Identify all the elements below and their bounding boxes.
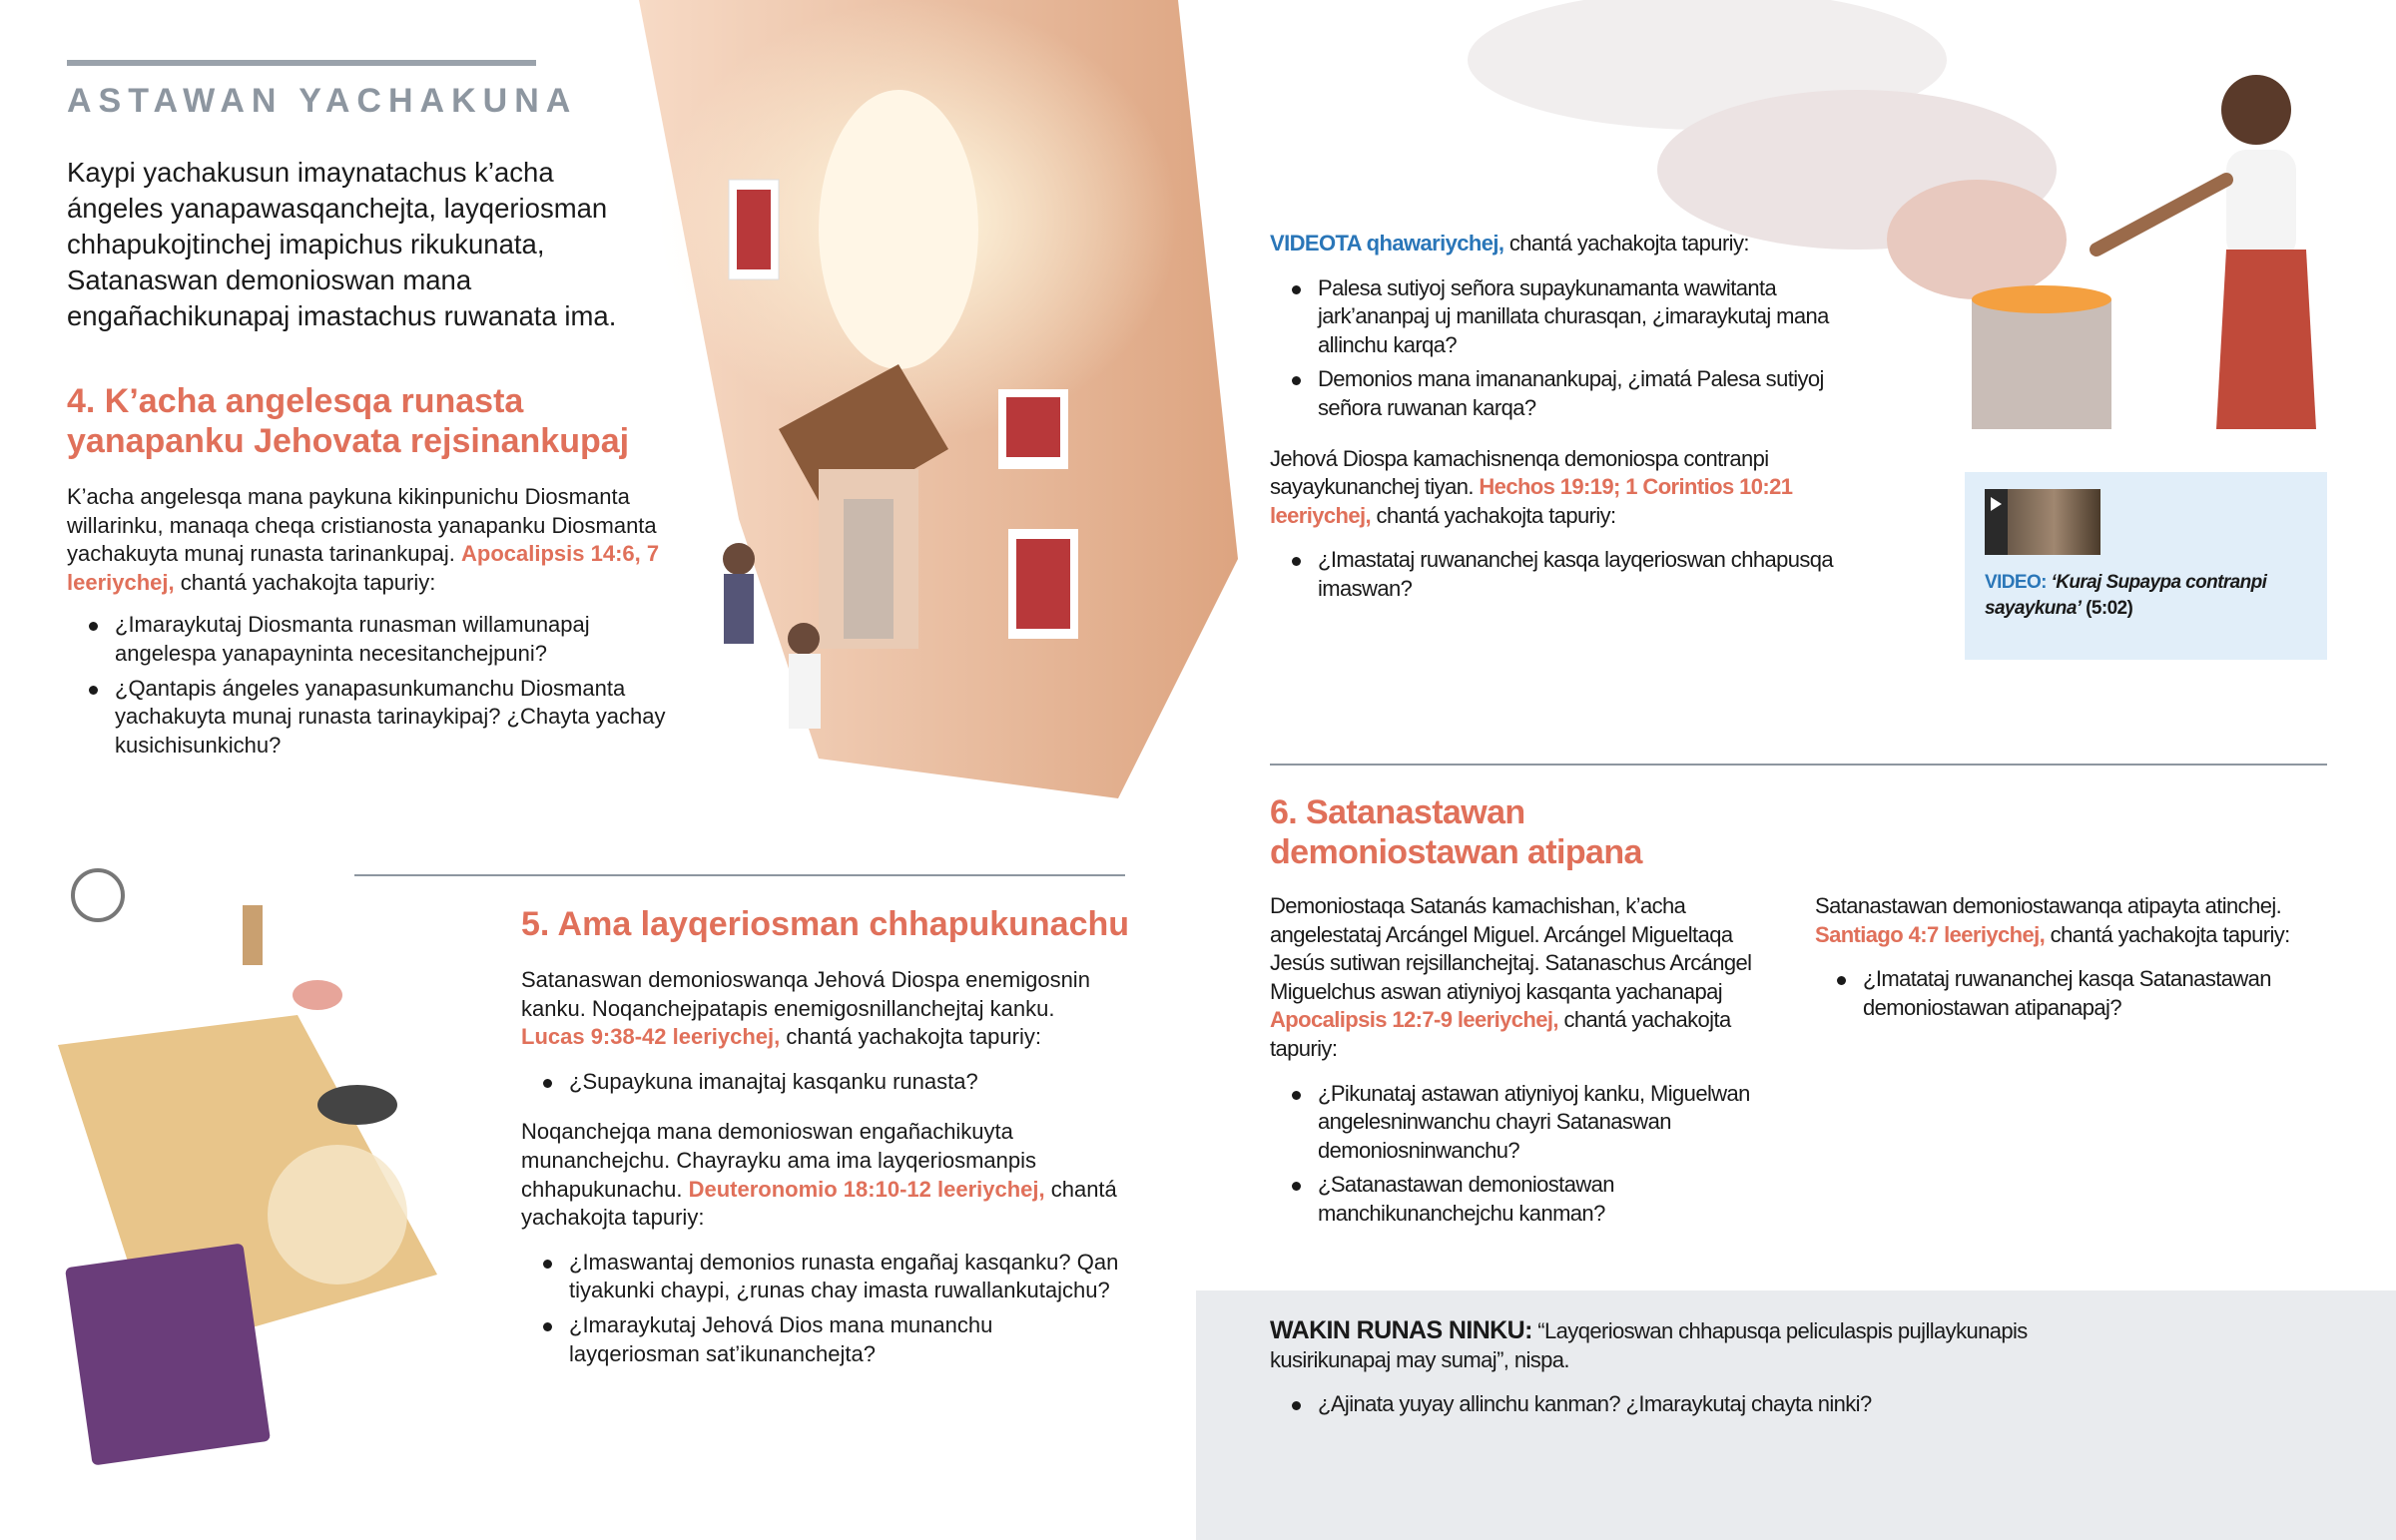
- intro-text: Kaypi yachakusun imaynatachus k’acha ángeles yanapawasqanchejta, layqeriosman chhapukojtinchej imapichus rikukunata, Satanaswan demonioswan mana engañachikunapaj imastachus ruwanata ima.: [67, 157, 617, 331]
- scripture-link[interactable]: Deuteronomio 18:10-12 leeriychej,: [688, 1176, 1045, 1202]
- section-6-questions-1: [1270, 1080, 1789, 1229]
- question-item: ¿Satanastawan demoniostawan manchikunanchejchu kanman?: [1270, 1171, 1789, 1228]
- scripture-link[interactable]: Lucas 9:38-42 leeriychej,: [521, 1024, 781, 1050]
- section-6-rule: [1270, 764, 2327, 766]
- some-people-say-text: [1270, 1316, 2148, 1425]
- section-5-body: [521, 966, 1120, 1374]
- question-item: ¿Ajinata yuyay allinchu kanman? ¿Imaraykutaj chayta ninki?: [1270, 1390, 2148, 1419]
- question-item: ¿Imastataj ruwananchej kasqa layqerioswan chhapusqa imaswan?: [1270, 546, 1889, 603]
- video-section-text: Jehová Diospa kamachisnenqa demoniospa contranpi sayaykunanchej tiyan.: [1270, 445, 1769, 500]
- section-4-heading: 4. K’acha angelesqa runasta yanapanku Jehovata rejsinankupaj: [67, 382, 630, 460]
- scripture-link[interactable]: Apocalipsis 12:7-9 leeriychej,: [1270, 1007, 1558, 1033]
- question-item: Demonios mana imananankupaj, ¿imatá Palesa sutiyoj señora ruwanan karqa?: [1270, 365, 1889, 422]
- video-duration: (5:02): [2086, 598, 2133, 619]
- video-title[interactable]: ‘Kuraj Supaypa contranpi sayaykuna’: [1985, 572, 2267, 619]
- some-people-say-questions: [1270, 1390, 2148, 1419]
- video-box[interactable]: [1965, 472, 2327, 660]
- section-6-heading: 6. Satanastawan demoniostawan atipana: [1270, 793, 1642, 871]
- angel-house-illustration: [619, 0, 1298, 818]
- video-prompt: chantá yachakojta tapuriy:: [1503, 231, 1749, 256]
- video-section-paragraph: [1270, 445, 1889, 531]
- section-6-text-2: Satanastawan demoniostawanqa atipayta atinchej.: [1815, 893, 2282, 918]
- question-item: ¿Imaswantaj demonios runasta engañaj kasqanku? Qan tiyakunki chaypi, ¿runas chay imasta ruwallankutajchu?: [521, 1249, 1120, 1305]
- section-5-questions-1: [521, 1068, 1120, 1097]
- occult-objects-illustration: [38, 855, 507, 1484]
- some-people-say-quote: “Layqerioswan chhapusqa peliculaspis pujllaykunapis kusirikunapaj may sumaj”, nispa.: [1270, 1318, 2028, 1372]
- section-4-paragraph: [67, 483, 686, 766]
- video-section: [1270, 230, 1889, 610]
- question-item: ¿Imaraykutaj Diosmanta runasman willamunapaj angelespa yanapayninta necesitanchejpuni?: [67, 611, 686, 668]
- question-item: ¿Pikunataj astawan atiyniyoj kanku, Miguelwan angelesninwanchu chayri Satanaswan demoniosninwanchu?: [1270, 1080, 1789, 1166]
- section-5-questions-2: [521, 1249, 1120, 1368]
- question-item: ¿Imaraykutaj Jehová Dios mana munanchu layqeriosman sat’ikunanchejta?: [521, 1311, 1120, 1368]
- question-item: ¿Qantapis ángeles yanapasunkumanchu Diosmanta yachakuyta munaj runasta tarinaykipaj? ¿Chayta yachay kusichisunkichu?: [67, 675, 686, 761]
- section-4-text-after: chantá yachakojta tapuriy:: [174, 569, 436, 595]
- scripture-link[interactable]: Apocalipsis 14:6, 7 leeriychej,: [67, 541, 660, 595]
- scripture-link[interactable]: Santiago 4:7 leeriychej,: [1815, 921, 2046, 947]
- title-rule: [67, 60, 536, 66]
- page-title: ASTAWAN YACHAKUNA: [67, 82, 578, 120]
- section-4-questions: [67, 611, 686, 760]
- section-5-text-after: chantá yachakojta tapuriy:: [780, 1024, 1041, 1050]
- some-people-say-box: [1196, 1290, 2396, 1540]
- question-item: ¿Supaykuna imanajtaj kasqanku runasta?: [521, 1068, 1120, 1097]
- video-thumbnail[interactable]: [1985, 489, 2100, 555]
- scripture-link[interactable]: Hechos 19:19; 1 Corintios 10:21 leeriychej,: [1270, 474, 1793, 528]
- section-5-text-2-after: chantá yachakojta tapuriy:: [521, 1176, 1117, 1231]
- section-5-paragraph-2: [521, 1118, 1120, 1232]
- video-section-questions-2: [1270, 546, 1889, 603]
- section-6-text-2-after: chantá yachakojta tapuriy:: [2045, 921, 2290, 947]
- video-questions: [1270, 274, 1889, 423]
- section-6-col-2: [1815, 892, 2334, 1028]
- question-item: ¿Imatataj ruwananchej kasqa Satanastawan demoniostawan atipanapaj?: [1815, 965, 2334, 1022]
- section-5-heading: 5. Ama layqeriosman chhapukunachu: [521, 905, 1130, 943]
- video-caption: [1985, 570, 2314, 622]
- section-6-text: Demoniostaqa Satanás kamachishan, k’acha angelestataj Arcángel Miguel. Arcángel Migueltaqa Jesús sutiwan rejsillanchejtaj. Satanaschus Arcángel Miguelchus aswan atiyniyoj kasqanta yachanapaj: [1270, 893, 1752, 1004]
- question-item: Palesa sutiyoj señora supaykunamanta wawitanta jark’ananpaj uj manillata churasqan, ¿imaraykutaj mana allinchu karqa?: [1270, 274, 1889, 360]
- section-5-text: Satanaswan demonioswanqa Jehová Diospa enemigosnin kanku. Noqanchejpatapis enemigosnillanchejtaj kanku.: [521, 967, 1090, 1021]
- some-people-say-label: WAKIN RUNAS NINKU:: [1270, 1316, 1532, 1344]
- video-label: VIDEO:: [1985, 572, 2047, 593]
- section-6-col-1: [1270, 892, 1789, 1235]
- section-4-text: K’acha angelesqa mana paykuna kikinpunichu Diosmanta willarinku, manaqa cheqa cristianosta yanapanku Diosmanta yachakuyta munaj runasta tarinankupaj.: [67, 484, 657, 567]
- section-6-questions-2: [1815, 965, 2334, 1022]
- section-6-text-after: chantá yachakojta tapuriy:: [1270, 1007, 1731, 1061]
- watch-video-link[interactable]: VIDEOTA qhawariychej,: [1270, 231, 1504, 256]
- play-icon[interactable]: [1991, 497, 2002, 511]
- section-5-text-2: Noqanchejqa mana demonioswan engañachikuyta munanchejchu. Chayrayku ama ima layqeriosmanpis chhapukunachu.: [521, 1119, 1037, 1202]
- video-section-text-after: chantá yachakojta tapuriy:: [1371, 502, 1616, 528]
